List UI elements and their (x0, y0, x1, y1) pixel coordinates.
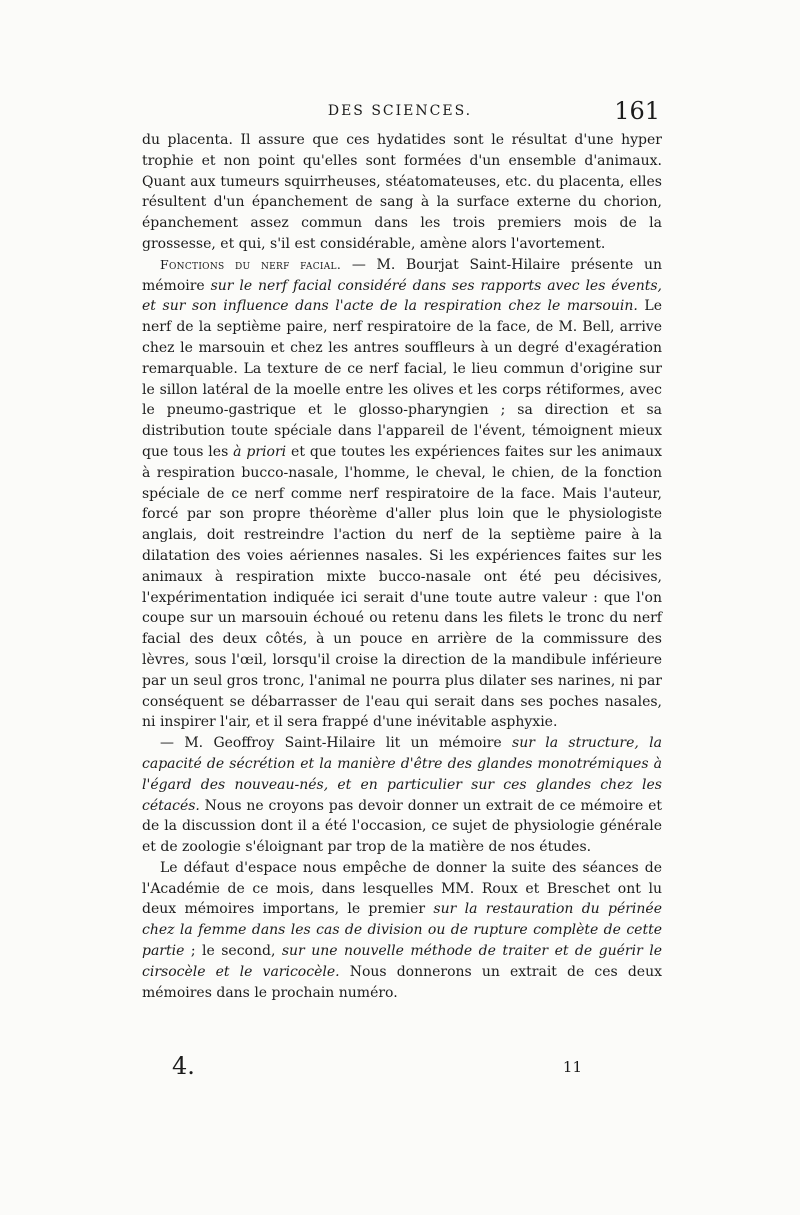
paragraph-nerf-facial (142, 255, 662, 733)
running-head (140, 97, 660, 129)
page-footer (172, 1052, 592, 1084)
paragraph-glandes (142, 733, 662, 858)
running-title: DES SCIENCES. (327, 103, 473, 119)
paragraph-text: et que toutes les expériences faites sur les animaux à respiration bucco-nasale, l'homme, le cheval, le chien, de la fonction spéciale de ce nerf comme nerf respiratoire de la face. Mais l'auteur, forcé par son propre théorème d'aller plus loin que le physiologiste anglais, doit restreindre l'action du nerf de la septième paire à la dilatation des voies aériennes nasales. Si les expériences faites sur les animaux à respiration mixte bucco-nasale ont été peu décisives, l'expérimentation indiquée ici serait d'une toute autre valeur : que l'on coupe sur un marsouin échoué ou retenu dans les filets le tronc du nerf facial des deux côtés, à un pouce en arrière de la commissure des lèvres, sous l'œil, lorsqu'il croise la direction de la mandibule inférieure par un seul gros tronc, l'animal ne pourra plus dilater ses narines, ni par conséquent se débarrasser de l'eau qui serait dans ses poches nasales, ni inspirer l'air, et il sera frappé d'une inévitable asphyxie. (142, 443, 663, 731)
memoir-title: sur le nerf facial considéré dans ses rapports avec les évents, et sur son influence dans l'acte de la respiration chez le marsouin. (142, 277, 663, 315)
sheet-number: 11 (562, 1058, 582, 1076)
paragraph-lead: — M. Bourjat Saint-Hilaire présente un mémoire (142, 256, 662, 294)
page-number: 161 (614, 97, 660, 125)
italic-phrase: à priori (233, 443, 287, 460)
section-heading: Fonctions du nerf facial. (160, 256, 342, 272)
paragraph-text: du placenta. Il assure que ces hydatides sont le résultat d'une hyper trophie et non point qu'elles sont formées d'un ensemble d'animaux. Quant aux tumeurs squirrheuses, stéatomateuses, etc. du placenta, elles résultent d'un épanchement de sang à la surface externe du chorion, épanchement assez commun dans les trois premiers mois de la grossesse, et qui, s'il est considérable, amène alors l'avortement. (142, 132, 662, 252)
memoir-title: sur la restauration du périnée chez la femme dans les cas de division ou de rupture complète de cette partie (142, 901, 662, 960)
paragraph-academie (142, 858, 662, 1004)
paragraph-text: ; le second, (184, 943, 282, 960)
paragraph-text: Nous donnerons un extrait de ces deux mémoires dans le prochain numéro. (142, 963, 662, 1001)
memoir-title: sur une nouvelle méthode de traiter et de guérir le cirsocèle et le varicocèle. (142, 943, 662, 980)
paragraph-text: Nous ne croyons pas devoir donner un extrait de ce mémoire et de la discussion dont il a été l'occasion, ce sujet de physiologie générale et de zoologie s'éloignant par trop de la matière de nos études. (142, 797, 662, 856)
paragraph-placenta (142, 130, 662, 255)
signature-mark: 4. (172, 1052, 195, 1080)
paragraph-text: Le nerf de la septième paire, nerf respiratoire de la face, de M. Bell, arrive chez le marsouin et chez les antres souffleurs à un degré d'exagération remarquable. La texture de ce nerf facial, le lieu commun d'origine sur le sillon latéral de la moelle entre les olives et les corps rétiformes, avec le pneumo-gastrique et le glosso-pharyngien ; sa direction et sa distribution toute spéciale dans l'appareil de l'évent, témoignent mieux que tous les (142, 298, 662, 460)
page-body (142, 130, 662, 1003)
paragraph-lead: — M. Geoffroy Saint-Hilaire lit un mémoire (160, 735, 513, 752)
paragraph-lead: Le défaut d'espace nous empêche de donner la suite des séances de l'Académie de ce mois, dans lesquelles MM. Roux et Breschet ont lu deux mémoires importans, le premier (142, 859, 662, 918)
memoir-title: sur la structure, la capacité de sécrétion et la manière d'être des glandes monotrémiques à l'égard des nouveau-nés, et en particulier sur ces glandes chez les cétacés. (142, 735, 662, 814)
